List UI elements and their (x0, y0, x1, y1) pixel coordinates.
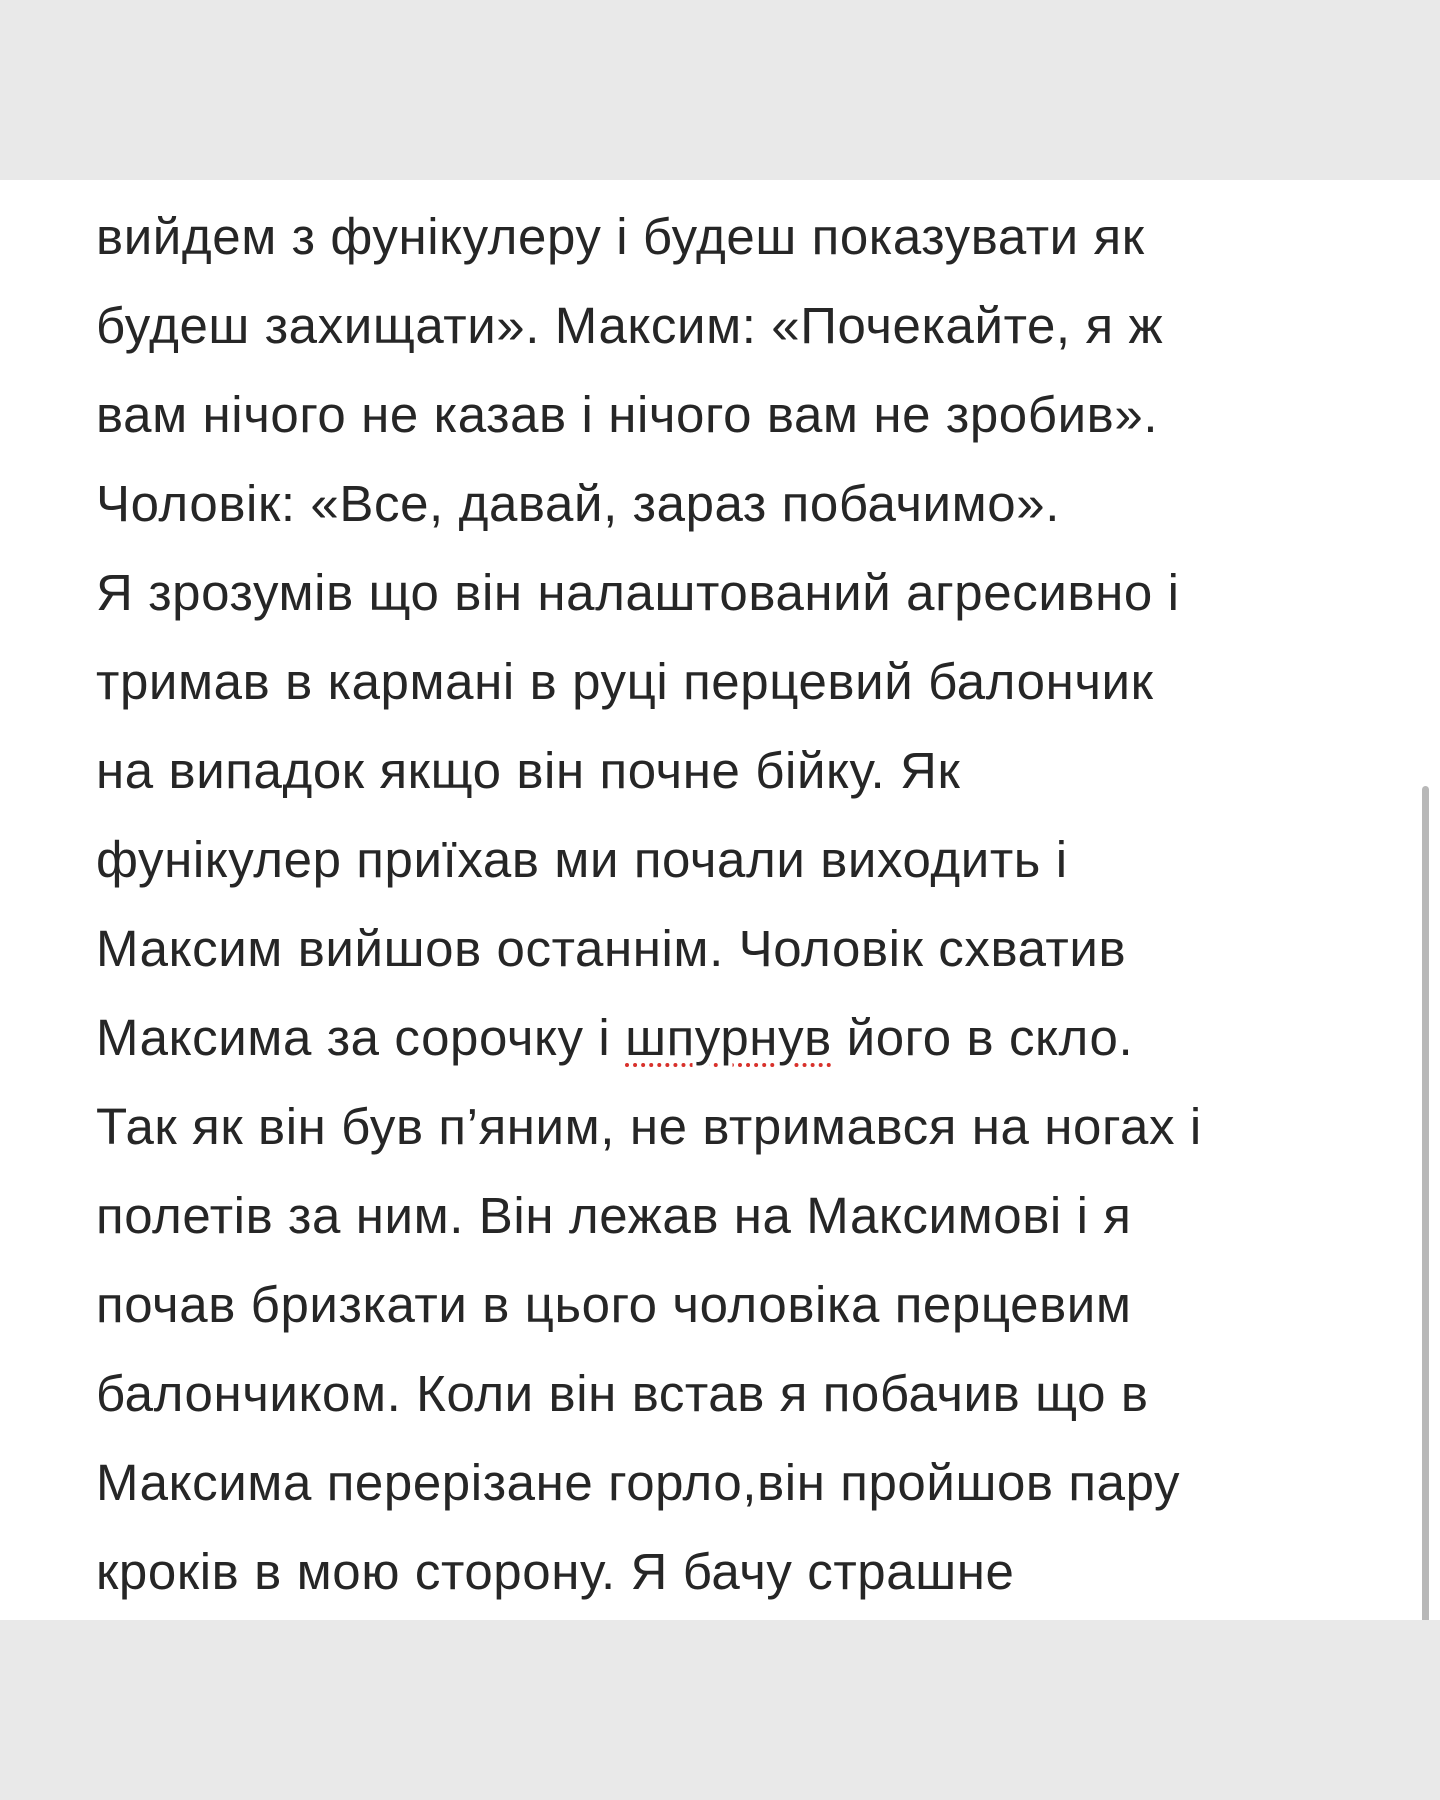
bottom-frame (0, 1620, 1440, 1800)
note-line: почав бризкати в цього чоловіка перцевим (96, 1276, 1132, 1333)
note-line: Максима перерізане горло,він пройшов пару (96, 1454, 1181, 1511)
note-line-with-spellcheck (96, 993, 1396, 1082)
note-text-body[interactable] (96, 192, 1396, 1616)
note-line-text: його в скло. (831, 1009, 1134, 1066)
note-line: кроків в мою сторону. Я бачу страшне (96, 1543, 1015, 1600)
note-line: вийдем з фунікулеру і будеш показувати як (96, 208, 1145, 265)
note-document[interactable] (0, 180, 1440, 1620)
note-line: тримав в кармані в руці перцевий балончик (96, 653, 1154, 710)
misspelled-word[interactable]: шпурнув (625, 1009, 832, 1066)
note-line: Так як він був п’яним, не втримався на ногах і (96, 1098, 1202, 1155)
scrollbar-thumb[interactable] (1422, 786, 1429, 1620)
note-line: Чоловік: «Все, давай, зараз побачимо». (96, 475, 1060, 532)
note-line: Максим вийшов останнім. Чоловік схватив (96, 920, 1127, 977)
note-line: на випадок якщо він почне бійку. Як (96, 742, 961, 799)
note-line: будеш захищати». Максим: «Почекайте, я ж (96, 297, 1164, 354)
note-line-text: Максима за сорочку і (96, 1009, 626, 1066)
note-line: балончиком. Коли він встав я побачив що в (96, 1365, 1149, 1422)
note-line: Я зрозумів що він налаштований агресивно і (96, 564, 1180, 621)
note-line: полетів за ним. Він лежав на Максимові і я (96, 1187, 1132, 1244)
note-line: фунікулер приїхав ми почали виходить і (96, 831, 1068, 888)
note-line: вам нічого не казав і нічого вам не зробив». (96, 386, 1159, 443)
vertical-scrollbar[interactable] (1418, 180, 1432, 1620)
top-frame (0, 0, 1440, 180)
